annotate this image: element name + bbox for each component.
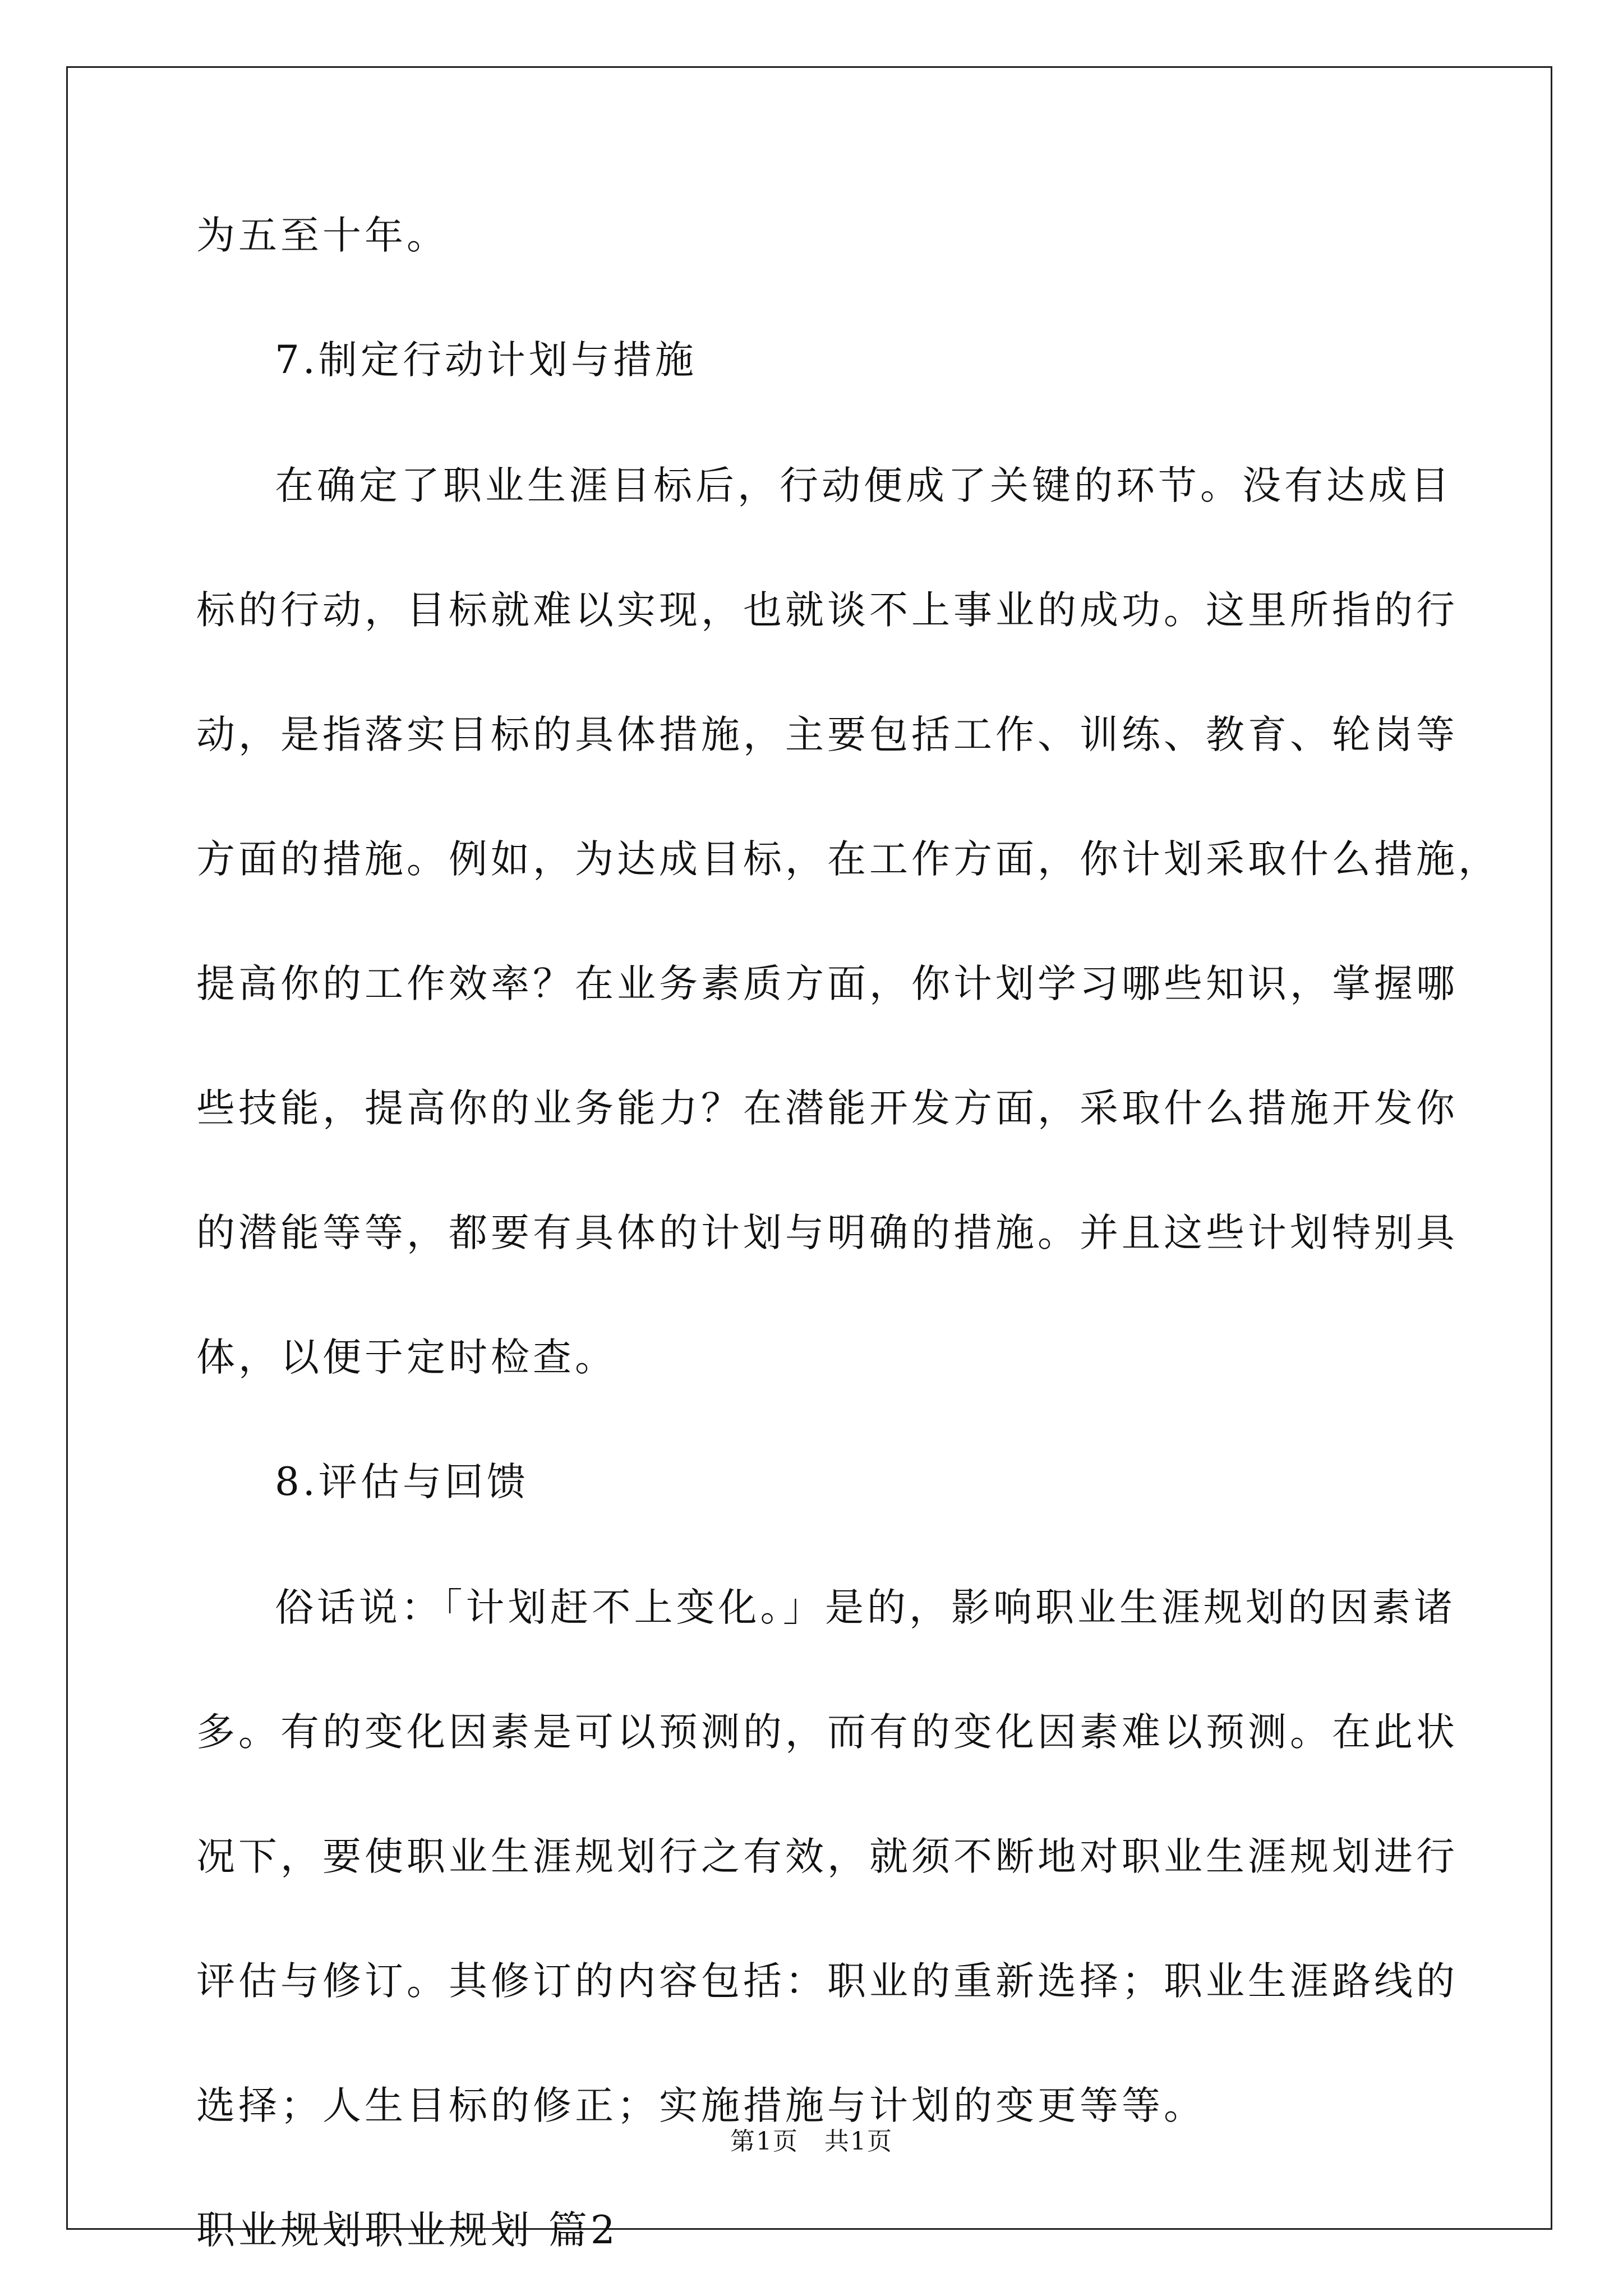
article-title: 职业规划职业规划 篇2 <box>196 2208 619 2253</box>
paragraph-line: 选择；人生目标的修正；实施措施与计划的变更等等。 <box>196 2083 1206 2128</box>
paragraph-line: 些技能，提高你的业务能力？在潜能开发方面，采取什么措施开发你 <box>196 1086 1458 1131</box>
paragraph-line: 提高你的工作效率？在业务素质方面，你计划学习哪些知识，掌握哪 <box>196 961 1458 1006</box>
section-heading: 8.评估与回馈 <box>275 1460 529 1504</box>
paragraph-line: 方面的措施。例如，为达成目标，在工作方面，你计划采取什么措施， <box>196 837 1500 882</box>
paragraph-line: 体，以便于定时检查。 <box>196 1335 617 1380</box>
paragraph-line: 的潜能等等，都要有具体的计划与明确的措施。并且这些计划特别具 <box>196 1211 1458 1255</box>
paragraph-line: 动，是指落实目标的具体措施，主要包括工作、训练、教育、轮岗等 <box>196 712 1458 757</box>
page-footer: 第1页 共1页 <box>730 2127 893 2156</box>
page-border <box>66 66 1552 2230</box>
text-line: 为五至十年。 <box>196 213 449 258</box>
section-heading: 7.制定行动计划与措施 <box>275 338 697 383</box>
paragraph-line: 标的行动，目标就难以实现，也就谈不上事业的成功。这里所指的行 <box>196 588 1458 633</box>
paragraph-line: 况下，要使职业生涯规划行之有效，就须不断地对职业生涯规划进行 <box>196 1834 1458 1879</box>
paragraph-line: 评估与修订。其修订的内容包括：职业的重新选择；职业生涯路线的 <box>196 1959 1458 2004</box>
paragraph-line: 在确定了职业生涯目标后，行动便成了关键的环节。没有达成目 <box>275 463 1453 508</box>
paragraph-line: 多。有的变化因素是可以预测的，而有的变化因素难以预测。在此状 <box>196 1710 1458 1755</box>
paragraph-line: 俗话说：「计划赶不上变化。」是的，影响职业生涯规划的因素诸 <box>275 1585 1456 1630</box>
